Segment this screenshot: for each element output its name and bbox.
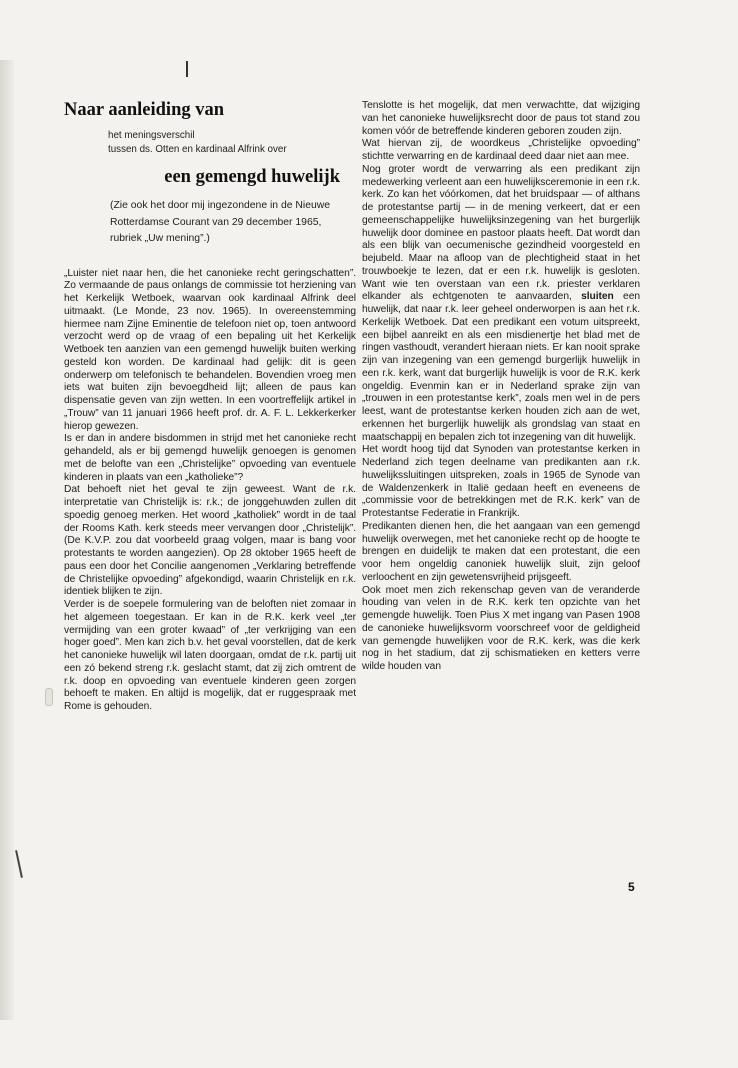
right-paragraph-5: Predikanten dienen hen, die het aangaan van een gemengd huwelijk overwegen, met het canonieke recht op de hoogte te brengen en duidelijk te maken dat een protestant, die een voor hem ongeldig canoniek huwelijk sluit, zijn geloof verloochent en zijn gewetensvrijheid prijsgeeft. xyxy=(362,520,640,583)
subline-1: het meningsverschil xyxy=(108,130,195,141)
margin-mark xyxy=(15,850,23,878)
emphasis-word: sluiten xyxy=(581,291,614,303)
left-column xyxy=(64,100,356,714)
right-paragraph-3-end: een huwelijk, dat naar r.k. leer geheel onderworpen is aan het r.k. Kerkelijk Wetboek. Dat een predikant een votum uitspreekt, een bijbel aanreikt en als een misdienertje het blad met de ringen vasthoudt, verandert hieraan niets. Er kan nooit sprake zijn van inzegening van een gemengd burgerlijk huwelijk in een r.k. kerk, want dat burgerlijk huwelijk is voor de R.K. kerk ongeldig. Evenmin kan er in Nederland sprake zijn van „trouwen in een protestantse kerk”, zoals men wel in de pers leest, want de protestantse kerken houden zich aan de wet, erkennen het burgerlijk huwelijk als grondslag van staat en maatschappij en bepalen zich tot inzegening van dit huwelijk. xyxy=(362,291,640,443)
punch-hole xyxy=(45,688,53,706)
right-paragraph-3-start: Nog groter wordt de verwarring als een predikant zijn medewerking verleent aan een huwelijksceremonie in een r.k. kerk. Zo kan het vóórkomen, dat het bruidspaar — of althans de protestantse partij — in de mening verkeert, dat er een gemeenschappelijke huwelijksinzegening van het burgerlijk huwelijk door dominee en pastoor plaats heeft. Dat wordt dan als een blijk van oecumenische gezindheid voorgesteld en bejubeld. Maar na afloop van de plechtigheid staat in het trouwboekje te lezen, dat er een r.k. huwelijk is gesloten. Want wie ten overstaan van een r.k. priester verklaren elkander als echtgenoten te aanvaarden, xyxy=(362,163,640,303)
page-number: 5 xyxy=(628,880,635,894)
right-paragraph-3 xyxy=(362,164,640,445)
left-paragraph-4: Verder is de soepele formulering van de beloften niet zomaar in het algemeen toegestaan. Er kan in de R.K. kerk veel „ter vermijding van een groter kwaad” of „ter verkrijging van een hoger goed”. Men kan zich b.v. het geval voorstellen, dat de kerk het canonieke huwelijk wil laten doorgaan, omdat de r.k. partij uit een zó bekend streng r.k. geslacht stamt, dat zij zich omtrent de r.k. doop en opvoeding van eventuele kinderen geen zorgen behoeft te maken. En altijd is mogelijk, dat er ruggespraak met Rome is gehouden. xyxy=(64,599,356,712)
right-paragraph-4: Het wordt hoog tijd dat Synoden van protestantse kerken in Nederland zich tegen deelname van predikanten aan r.k. huwelijkssluitingen uitspreken, zoals in 1965 de Synode van de Waldenzenkerk in Italië gedaan heeft en eveneens de „commissie voor de betrekkingen met de R.K. kerk” van de Protestantse Federatie in Frankrijk. xyxy=(362,444,640,519)
headline-part-2: een gemengd huwelijk xyxy=(164,167,340,187)
left-paragraph-2: Is er dan in andere bisdommen in strijd met het canonieke recht gehandeld, als er bij gemengd huwelijk genoegen is genomen met de belofte van een „Christelijke” opvoeding van eventuele kinderen in plaats van een „katholieke”? xyxy=(64,433,356,483)
subline-2: tussen ds. Otten en kardinaal Alfrink over xyxy=(108,144,287,155)
reference-note: (Zie ook het door mij ingezondene in de Nieuwe Rotterdamse Courant van 29 december 1965, rubriek „Uw mening”.) xyxy=(110,200,331,244)
binding-mark xyxy=(186,61,188,77)
right-paragraph-2: Wat hiervan zij, de woordkeus „Christelijke opvoeding” stichtte verwarring en de kardinaal deed daar niet aan mee. xyxy=(362,138,640,162)
page-edge-shadow xyxy=(0,60,14,1020)
left-paragraph-1: „Luister niet naar hen, die het canonieke recht geringschatten”. Zo vermaande de paus onlangs de commissie tot herziening van het Kerkelijk Wetboek, waarvan ook kardinaal Alfrink deel uitmaakt. (Le Monde, 23 nov. 1965). In overeenstemming hiermee nam Zijne Eminentie de telefoon niet op, toen antwoord verzocht werd op de vraag of een bepaling uit het Kerkelijk Wetboek ten aanzien van een gemengd huwelijk buiten werking gesteld kon worden. De kardinaal had gelijk: dit is geen onderwerp om telefonisch te behandelen. Bovendien vroeg men iets wat buiten zijn bevoegdheid lijt; alleen de paus kan dispensatie geven van zijn wetten. In een voortreffelijk artikel in „Trouw” van 11 januari 1966 heeft prof. dr. A. F. L. Lekkerkerker hierop gewezen. xyxy=(64,267,356,432)
right-paragraph-6: Ook moet men zich rekenschap geven van de veranderde houding van velen in de R.K. kerk ten opzichte van het gemengde huwelijk. Toen Pius X met ingang van Pasen 1908 de canonieke huwelijksvorm voorschreef voor de geldigheid van gemengde huwelijken voor de R.K. kerk, was die kerk nog in het stadium, dat zij schismatieken en ketters verre wilde houden van xyxy=(362,584,640,672)
left-paragraph-3: Dat behoeft niet het geval te zijn geweest. Want de r.k. interpretatie van Christelijk is: r.k.; de jonggehuwden zullen dit spoedig genoeg merken. Het woord „katholiek” wordt in de taal der Rooms Kath. kerk steeds meer vervangen door „Christelijk”. (De K.V.P. zou dat voorbeeld graag volgen, maar is bang voor protestants te worden aangezien). Op 28 oktober 1965 heeft de paus een door het Concilie aangenomen „Verklaring betreffende de Christelijke opvoeding” afgekondigd, waarin Christelijk en r.k. identiek blijken te zijn. xyxy=(64,484,356,598)
right-paragraph-1: Tenslotte is het mogelijk, dat men verwachtte, dat wijziging van het canonieke huwelijksrecht door de paus tot stand zou komen vóór de betreffende kinderen geboren zouden zijn. xyxy=(362,100,640,137)
right-column xyxy=(362,100,640,674)
headline-part-1: Naar aanleiding van xyxy=(64,100,225,120)
